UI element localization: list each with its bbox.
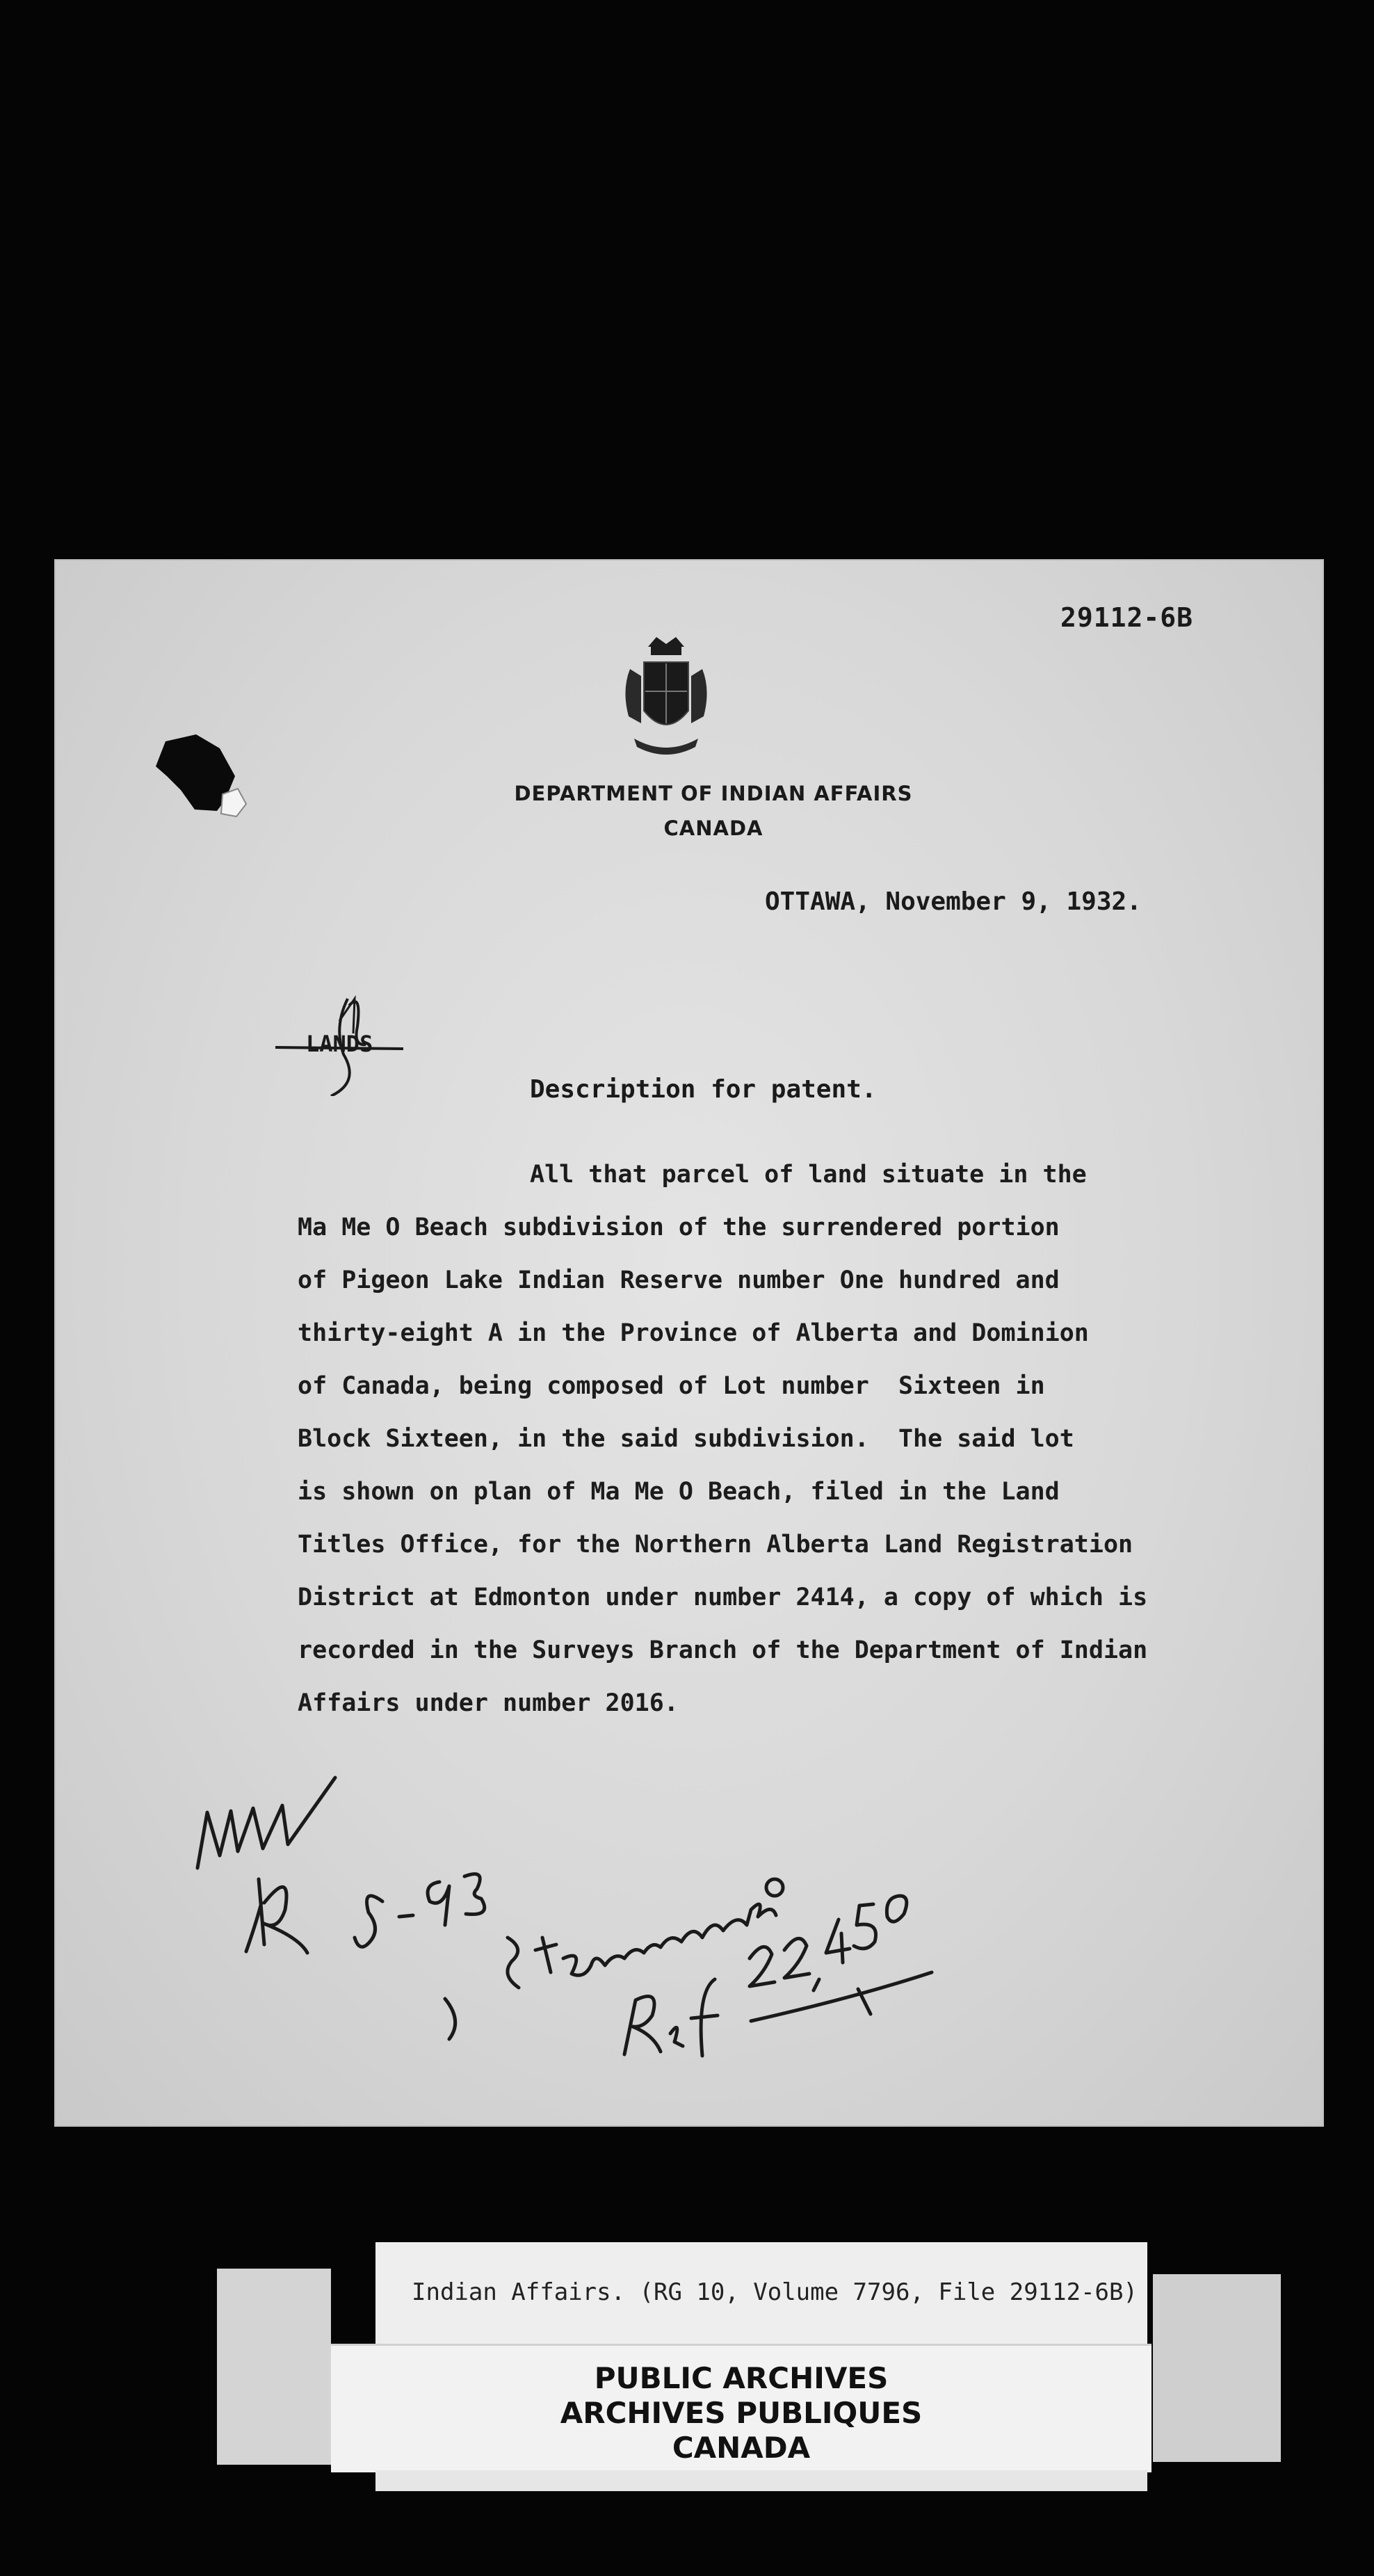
- archive-name-fr: ARCHIVES PUBLIQUES: [560, 2396, 923, 2430]
- r-mark: [246, 1879, 307, 1953]
- archive-name-en: PUBLIC ARCHIVES: [594, 2361, 889, 2395]
- file-number: 29112-6B: [1060, 602, 1193, 633]
- body-line: All that parcel of land situate in the: [530, 1161, 1087, 1189]
- mount-tab-left: [217, 2269, 331, 2465]
- archive-citation: Indian Affairs. (RG 10, Volume 7796, File 29112-6B): [412, 2278, 1138, 2306]
- reference-mark: [624, 1979, 718, 2056]
- body-line: Titles Office, for the Northern Alberta Land Registration: [298, 1531, 1133, 1559]
- document-heading: Description for patent.: [530, 1075, 877, 1104]
- initials-mark: [197, 1778, 335, 1868]
- stenographer-note: [508, 1904, 776, 1988]
- body-line: of Canada, being composed of Lot number Sixteen in: [298, 1372, 1045, 1400]
- document-page: [54, 559, 1324, 2127]
- department-country: CANADA: [663, 816, 763, 840]
- lands-stamp: LANDS: [306, 1031, 373, 1057]
- body-line: is shown on plan of Ma Me O Beach, filed in the Land: [298, 1478, 1060, 1506]
- body-line: recorded in the Surveys Branch of the Department of Indian: [298, 1636, 1148, 1664]
- archive-stamp-card: [331, 2344, 1151, 2472]
- body-line: Ma Me O Beach subdivision of the surrendered portion: [298, 1214, 1060, 1241]
- code-mark: [355, 1896, 382, 1947]
- archive-citation-label: [375, 2242, 1147, 2344]
- dateline: OTTAWA, November 9, 1932.: [765, 887, 1142, 916]
- body-line: thirty-eight A in the Province of Alberta and Dominion: [298, 1319, 1089, 1347]
- body-line: Affairs under number 2016.: [298, 1689, 679, 1717]
- body-line: Block Sixteen, in the said subdivision. The said lot: [298, 1425, 1074, 1453]
- card-base: [375, 2470, 1147, 2491]
- department-name: DEPARTMENT OF INDIAN AFFAIRS: [514, 782, 913, 805]
- archive-country: CANADA: [672, 2431, 811, 2465]
- mount-tab-right: [1153, 2274, 1281, 2462]
- handwritten-annotations: [56, 561, 1324, 2127]
- body-line: of Pigeon Lake Indian Reserve number One hundred and: [298, 1266, 1060, 1294]
- body-line: District at Edmonton under number 2414, a copy of which is: [298, 1584, 1148, 1611]
